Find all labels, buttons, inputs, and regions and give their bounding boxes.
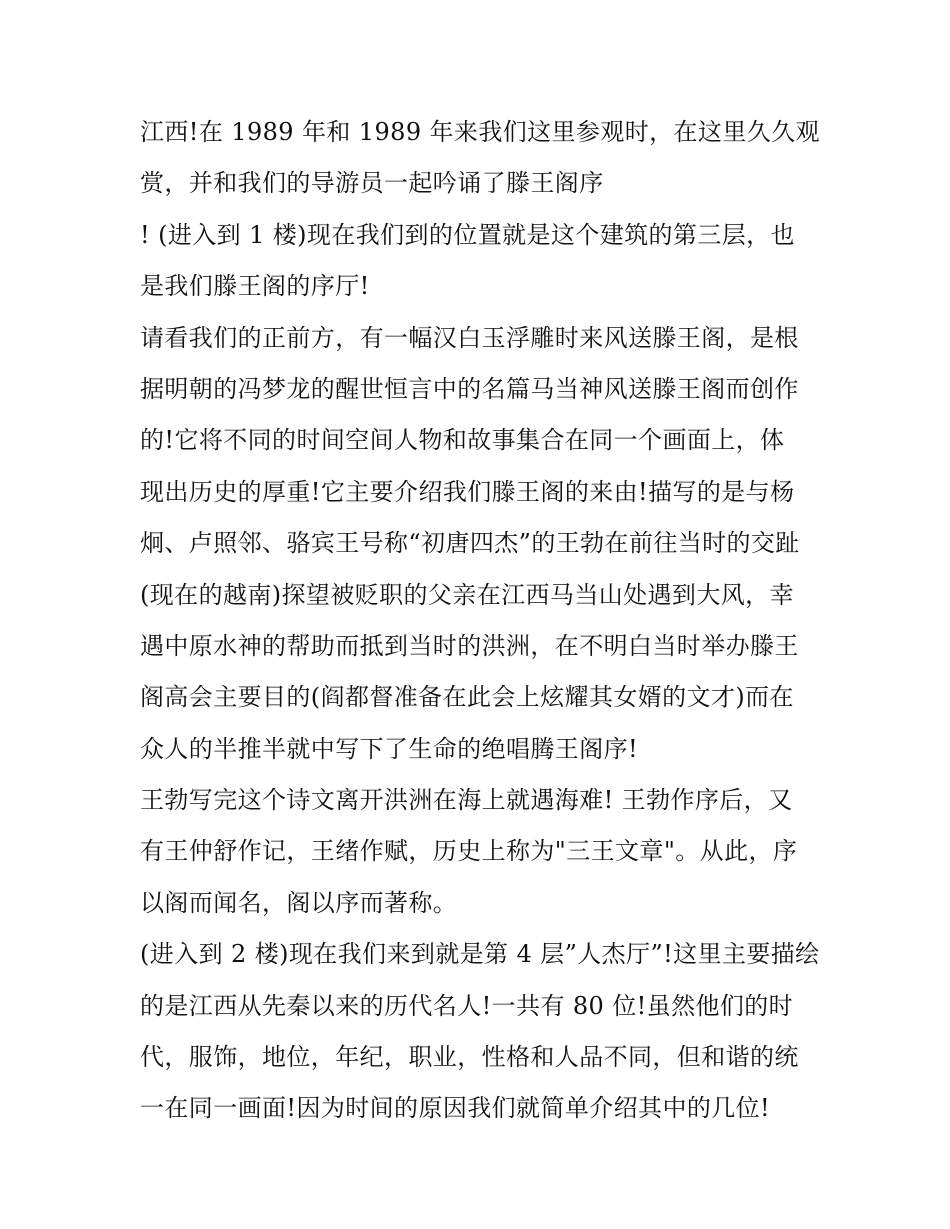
body-text [140,107,820,1135]
text-line: 请看我们的正前方，有一幅汉白玉浮雕时来风送滕王阁，是根 [140,323,799,352]
text-line: (现在的越南)探望被贬职的父亲在江西马当山处遇到大风，幸 [140,580,794,609]
text-line: 江西!在 1989 年和 1989 年来我们这里参观时，在这里久久观 [140,118,820,146]
text-line: 王勃写完这个诗文离开洪洲在海上就遇海难! 王勃作序后，又 [140,786,793,815]
text-line: 一在同一画面!因为时间的原因我们就简单介绍其中的几位! [140,1094,771,1123]
text-line: 炯、卢照邻、骆宾王号称“初唐四杰”的王勃在前往当时的交趾 [140,529,800,558]
text-line: 赏，并和我们的导游员一起吟诵了滕王阁序 [140,169,604,198]
text-line: 遇中原水神的帮助而抵到当时的洪洲，在不明白当时举办滕王 [140,631,799,660]
text-line: (进入到 2 楼)现在我们来到就是第 4 层”人杰厅”!这里主要描绘 [140,940,820,969]
text-line: 现出历史的厚重!它主要介绍我们滕王阁的来由!描写的是与杨 [140,477,795,506]
text-line: 代，服饰，地位，年纪，职业，性格和人品不同，但和谐的统 [140,1043,799,1072]
text-line: 有王仲舒作记，王绪作赋，历史上称为"三王文章"。从此，序 [140,837,798,866]
text-line: 据明朝的冯梦龙的醒世恒言中的名篇马当神风送滕王阁而创作 [140,374,799,403]
text-line: 众人的半推半就中写下了生命的绝唱腾王阁序! [140,734,639,763]
text-line: 的!它将不同的时间空间人物和故事集合在同一个画面上，体 [140,426,785,455]
text-line: 是我们滕王阁的序厅! [140,272,370,301]
text-line: 阁高会主要目的(阎都督准备在此会上炫耀其女婿的文才)而在 [140,683,794,712]
text-line: 的是江西从先秦以来的历代名人!一共有 80 位!虽然他们的时 [140,991,794,1020]
text-line: ! (进入到 1 楼)现在我们到的位置就是这个建筑的第三层，也 [140,220,795,249]
text-line: 以阁而闻名，阁以序而著称。 [140,888,458,917]
